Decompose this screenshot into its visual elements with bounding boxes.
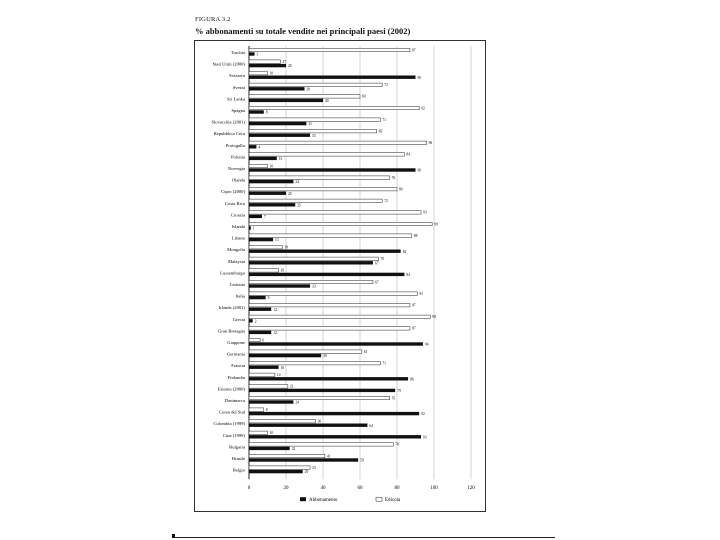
data-label-edicola: 87	[411, 303, 416, 308]
bar-abbonamento	[249, 366, 279, 369]
category-label: Corea del Sud	[218, 409, 245, 415]
data-label-abbonamento: 33	[312, 133, 316, 138]
data-label-edicola: 21	[289, 384, 294, 389]
category-label: Libano	[231, 235, 245, 241]
category-label: Belgio	[232, 467, 245, 473]
x-tick-label: 80	[394, 486, 400, 492]
category-label: Gran Bretagna	[218, 328, 245, 334]
data-label-edicola: 93	[423, 210, 427, 215]
category-label: Giappone	[227, 340, 245, 345]
data-label-edicola: 84	[406, 152, 410, 157]
category-label: Turchia	[230, 50, 245, 55]
data-label-edicola: 72	[384, 199, 388, 204]
data-label-abbonamento: 25	[297, 203, 301, 208]
data-label-edicola: 71	[382, 361, 386, 366]
data-label-edicola: 76	[391, 175, 396, 180]
bar-edicola	[249, 269, 279, 272]
category-label: Colombia (1999)	[213, 421, 245, 427]
bar-abbonamento	[249, 342, 423, 345]
bar-edicola	[249, 304, 410, 307]
data-label-edicola: 67	[374, 280, 379, 285]
data-label-abbonamento: 31	[308, 122, 312, 127]
bar-edicola	[249, 48, 410, 51]
data-label-abbonamento: 59	[360, 458, 364, 463]
data-label-abbonamento: 16	[280, 365, 285, 370]
data-label-edicola: 88	[413, 233, 418, 238]
data-label-edicola: 8	[265, 407, 268, 412]
category-label: Svezia	[232, 84, 245, 90]
category-label: Olanda	[231, 177, 245, 183]
category-label: Norvegia	[227, 166, 245, 171]
bar-abbonamento	[249, 157, 277, 160]
data-label-abbonamento: 8	[265, 110, 268, 115]
bar-edicola	[249, 234, 412, 237]
legend-swatch-edicola	[376, 497, 382, 501]
bar-edicola	[249, 443, 393, 446]
data-label-edicola: 10	[269, 164, 274, 169]
data-label-edicola: 69	[378, 129, 383, 134]
bar-edicola	[249, 60, 280, 63]
bar-edicola	[249, 83, 382, 86]
data-label-edicola: 16	[280, 268, 285, 273]
data-label-abbonamento: 64	[369, 423, 373, 428]
category-label: Spagna	[231, 108, 245, 113]
bar-abbonamento	[249, 389, 395, 392]
data-label-abbonamento: 24	[295, 400, 299, 405]
bar-abbonamento	[249, 76, 416, 79]
data-label-edicola: 71	[382, 117, 386, 122]
category-label: Sri Lanka	[227, 96, 245, 102]
bar-edicola	[249, 246, 282, 249]
data-label-edicola: 87	[411, 326, 416, 331]
bar-edicola	[249, 153, 404, 156]
bar-abbonamento	[249, 308, 271, 311]
bar-abbonamento	[249, 203, 295, 206]
figure-number: FIGURA 3.2	[195, 16, 231, 23]
data-label-edicola: 60	[362, 94, 366, 99]
legend-label-edicola: Edicola	[385, 498, 401, 504]
data-label-abbonamento: 79	[397, 389, 401, 393]
bar-edicola	[249, 130, 377, 133]
bar-edicola	[249, 373, 275, 376]
data-label-abbonamento: 24	[295, 180, 299, 185]
bar-abbonamento	[249, 273, 404, 276]
data-label-edicola: 96	[428, 141, 433, 146]
category-label: Cina (1999)	[222, 432, 245, 438]
data-label-abbonamento: 39	[323, 354, 327, 359]
bar-abbonamento	[249, 424, 367, 427]
bar-abbonamento	[249, 122, 306, 125]
bar-abbonamento	[249, 261, 373, 264]
data-label-abbonamento: 12	[273, 331, 277, 335]
bar-abbonamento	[249, 110, 264, 113]
bar-edicola	[249, 199, 382, 202]
bar-edicola	[249, 396, 390, 399]
bar-edicola	[249, 72, 268, 75]
data-label-edicola: 91	[419, 291, 423, 296]
bar-abbonamento	[249, 87, 305, 90]
bar-edicola	[249, 118, 380, 121]
bar-edicola	[249, 327, 410, 330]
footer-rule	[175, 537, 555, 538]
x-tick-label: 60	[357, 486, 363, 492]
bar-edicola	[249, 164, 268, 167]
bar-abbonamento	[249, 331, 271, 334]
category-label: Slovacchia (2001)	[211, 119, 245, 125]
x-tick-label: 0	[247, 486, 251, 492]
category-label: Mongolia	[227, 247, 245, 253]
bar-abbonamento	[249, 447, 290, 450]
category-label: Repubblica Ceca	[213, 131, 245, 137]
data-label-abbonamento: 84	[406, 273, 410, 277]
data-label-edicola: 33	[312, 465, 316, 470]
data-label-abbonamento: 94	[424, 342, 429, 347]
category-label: Brasile	[231, 456, 245, 461]
bar-abbonamento	[249, 435, 421, 438]
category-label: Irlanda (2001)	[218, 305, 245, 311]
bar-abbonamento	[249, 64, 286, 67]
data-label-abbonamento: 92	[421, 412, 425, 417]
bar-abbonamento	[249, 319, 253, 322]
data-label-abbonamento: 20	[288, 191, 292, 196]
bar-edicola	[249, 338, 260, 341]
data-label-abbonamento: 40	[325, 99, 329, 103]
bar-abbonamento	[249, 52, 255, 55]
data-label-edicola: 76	[391, 396, 396, 401]
bar-abbonamento	[249, 377, 408, 380]
data-label-edicola: 14	[276, 373, 281, 378]
category-label: Bulgaria	[229, 444, 245, 450]
legend-label-abbonamento: Abbonamento	[309, 498, 338, 504]
data-label-edicola: 80	[399, 187, 403, 192]
data-label-edicola: 87	[411, 48, 416, 53]
data-label-edicola: 41	[326, 454, 331, 459]
data-label-abbonamento: 13	[275, 238, 279, 243]
data-label-abbonamento: 33	[312, 284, 316, 289]
category-label: Polonia	[230, 154, 245, 160]
category-label: Costa Rica	[224, 200, 245, 206]
category-label: Cipro (2000)	[221, 189, 245, 195]
data-label-abbonamento: 20	[288, 64, 292, 69]
category-label: Islanda	[231, 224, 245, 229]
data-label-edicola: 98	[432, 315, 436, 320]
category-label: Germania	[226, 351, 245, 357]
bar-abbonamento	[249, 134, 310, 137]
data-label-edicola: 70	[380, 257, 385, 262]
category-label: Lussemburgo	[220, 270, 245, 276]
category-label: Italia	[235, 293, 245, 299]
data-label-edicola: 36	[317, 419, 322, 424]
data-label-abbonamento: 82	[402, 249, 407, 254]
bar-edicola	[249, 385, 288, 388]
bar-abbonamento	[249, 215, 262, 218]
bar-edicola	[249, 222, 432, 225]
data-label-edicola: 61	[363, 349, 368, 354]
bar-edicola	[249, 211, 421, 214]
bar-edicola	[249, 408, 264, 411]
data-label-abbonamento: 4	[258, 145, 261, 150]
bar-edicola	[249, 141, 427, 144]
category-label: Grecia	[232, 316, 245, 322]
data-label-edicola: 99	[434, 222, 438, 227]
bar-abbonamento	[249, 458, 358, 461]
bar-edicola	[249, 431, 268, 434]
bar-edicola	[249, 176, 390, 179]
category-label: Finlandia	[227, 374, 245, 380]
data-label-edicola: 6	[262, 338, 264, 343]
data-label-edicola: 18	[284, 245, 288, 250]
bar-edicola	[249, 350, 362, 353]
data-label-edicola: 78	[395, 442, 399, 447]
chart-title: % abbonamenti su totale vendite nei principali paesi (2002)	[195, 26, 411, 36]
bar-edicola	[249, 466, 310, 469]
bar-edicola	[249, 95, 360, 98]
legend-swatch-abbonamento	[300, 497, 306, 501]
bar-abbonamento	[249, 192, 286, 195]
category-label: Portogallo	[225, 142, 245, 148]
bar-abbonamento	[249, 238, 273, 241]
data-label-abbonamento: 90	[417, 75, 422, 80]
bar-edicola	[249, 420, 316, 423]
bar-edicola	[249, 454, 325, 457]
bar-edicola	[249, 188, 397, 191]
bar-abbonamento	[249, 168, 416, 171]
category-label: Danimarca	[224, 398, 245, 403]
data-label-abbonamento: 86	[410, 377, 414, 382]
data-label-abbonamento: 30	[306, 87, 311, 92]
bar-abbonamento	[249, 284, 310, 287]
data-label-abbonamento: 3	[256, 52, 259, 57]
data-label-edicola: 72	[384, 83, 388, 88]
footer-mark	[172, 534, 175, 538]
data-label-abbonamento: 7	[263, 215, 266, 219]
bar-abbonamento	[249, 296, 266, 299]
bar-abbonamento	[249, 145, 256, 148]
data-label-abbonamento: 22	[291, 447, 296, 451]
bar-abbonamento	[249, 226, 251, 229]
data-label-edicola: 10	[269, 71, 274, 76]
category-label: Lettonia	[229, 282, 245, 287]
data-label-abbonamento: 93	[423, 435, 427, 440]
data-label-edicola: 17	[282, 59, 287, 64]
data-label-edicola: 92	[421, 106, 425, 111]
data-label-abbonamento: 2	[254, 319, 257, 324]
category-label: Svizzera	[229, 73, 245, 79]
bar-edicola	[249, 292, 417, 295]
bar-abbonamento	[249, 250, 401, 253]
category-label: Malaysia	[228, 258, 245, 264]
bar-abbonamento	[249, 412, 419, 415]
x-tick-label: 100	[430, 486, 438, 492]
bar-edicola	[249, 362, 380, 365]
x-tick-label: 20	[283, 486, 289, 492]
data-label-abbonamento: 15	[278, 157, 283, 161]
category-label: Stati Uniti (2000)	[212, 61, 245, 67]
bar-edicola	[249, 106, 419, 109]
data-label-abbonamento: 1	[252, 226, 255, 231]
data-label-edicola: 10	[269, 431, 274, 436]
bar-abbonamento	[249, 400, 293, 403]
bar-abbonamento	[249, 180, 293, 183]
x-tick-label: 120	[467, 486, 475, 492]
data-label-abbonamento: 67	[374, 261, 379, 266]
data-label-abbonamento: 29	[304, 470, 309, 475]
x-tick-label: 40	[320, 486, 326, 492]
category-label: Francia	[231, 363, 245, 369]
bar-edicola	[249, 280, 373, 283]
data-label-abbonamento: 9	[267, 296, 270, 301]
category-label: Croazia	[230, 212, 245, 218]
bar-abbonamento	[249, 470, 303, 473]
bar-abbonamento	[249, 354, 321, 357]
bar-edicola	[249, 257, 379, 260]
bar-abbonamento	[249, 99, 323, 102]
category-label: Estonia (2000)	[217, 386, 245, 392]
data-label-abbonamento: 90	[417, 168, 422, 173]
data-label-abbonamento: 12	[273, 307, 277, 312]
bar-edicola	[249, 315, 430, 318]
